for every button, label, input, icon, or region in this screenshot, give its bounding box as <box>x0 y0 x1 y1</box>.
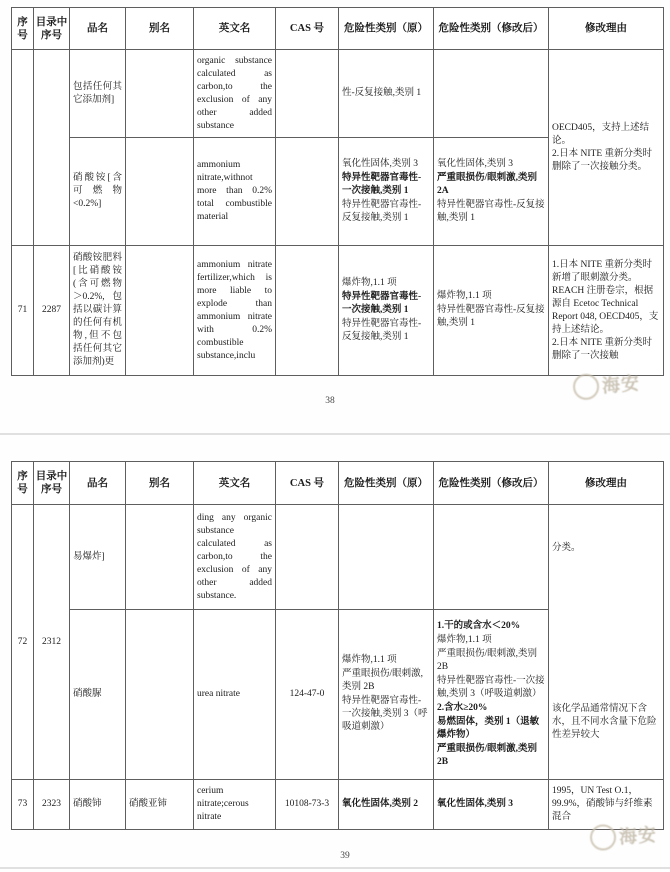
bottom-separator-line <box>0 867 670 869</box>
reason-line: 2.日本 NITE 重新分类时删除了一次接触 <box>552 337 653 361</box>
cell-hazard-modified <box>434 780 549 830</box>
cell-alias <box>126 246 194 376</box>
header-no: 序号 <box>12 8 34 50</box>
hazard-line: 氧化性固体,类别 3 <box>342 158 419 169</box>
cell-hazard-original <box>339 505 434 610</box>
header-hazard-original: 危险性类别（原） <box>339 8 434 50</box>
header-alias: 别名 <box>126 462 194 505</box>
hazard-line: 爆炸物,1.1 项 <box>437 634 492 645</box>
table-row-73 <box>12 780 664 830</box>
table-row-continuation <box>12 50 664 138</box>
hazard-line: 特异性靶器官毒性-反复接触,类别 1 <box>342 199 422 223</box>
header-cas: CAS 号 <box>276 8 339 50</box>
table-row-continuation <box>12 505 664 610</box>
hazard-line: 氧化性固体,类别 3 <box>437 798 514 809</box>
cell-product-name: 硝酸铵肥料[比硝酸铵(含可燃物＞0.2%,包括以碳计算的任何有机物,但不包括任何其它添加剂)更 <box>70 246 126 376</box>
header-english-name: 英文名 <box>194 462 276 505</box>
cell-reason <box>549 780 664 830</box>
hazard-line: 特异性靶器官毒性-一次接触,类别 1 <box>342 172 422 196</box>
cell-product-name: 包括任何其它添加剂] <box>70 50 126 138</box>
cell-no: 73 <box>12 780 34 830</box>
reason-line: 该化学品通常情况下含水，且不同水含量下危险性差异较大 <box>552 704 657 740</box>
cell-cas <box>276 246 339 376</box>
hazard-line: 严重眼损伤/眼刺激,类别 2A <box>437 172 538 196</box>
header-alias: 别名 <box>126 8 194 50</box>
reason-line: 2.日本 NITE 重新分类时删除了一次接触分类。 <box>552 148 653 172</box>
hazard-line: 特异性靶器官毒性-反复接触,类别 1 <box>342 318 422 342</box>
cell-alias: 硝酸亚铈 <box>126 780 194 830</box>
cell-hazard-original <box>339 780 434 830</box>
cell-catalog-merged: 2312 <box>34 505 70 780</box>
watermark-text: 海安 <box>601 373 641 397</box>
header-reason: 修改理由 <box>549 462 664 505</box>
reason-line: OECD405，支持上述结论。 <box>552 122 650 146</box>
cell-product-name: 硝酸脲 <box>70 610 126 780</box>
header-catalog-no: 目录中序号 <box>34 8 70 50</box>
reason-line: 1995，UN Test O.1，99.9%，硝酸铈与纤维素混合 <box>552 786 653 822</box>
header-catalog-no: 目录中序号 <box>34 462 70 505</box>
table-header-row <box>12 462 664 505</box>
page-number-38: 38 <box>325 396 335 406</box>
cell-cas <box>276 138 339 246</box>
hazard-line: 氧化性固体,类别 2 <box>342 798 419 809</box>
hazard-line: 特异性靶器官毒性-一次接触,类别 3（呼吸道刺激） <box>342 696 428 732</box>
cell-english-name: ammonium nitrate fertilizer,which is more liable to explode than ammonium nitrate with 0.2% combustible substance,inclu <box>194 246 276 376</box>
cell-alias <box>126 505 194 610</box>
header-product-name: 品名 <box>70 462 126 505</box>
cell-hazard-modified <box>434 505 549 610</box>
cell-no-merged: 72 <box>12 505 34 780</box>
cell-alias <box>126 610 194 780</box>
cell-hazard-modified <box>434 50 549 138</box>
cell-product-name: 易爆炸] <box>70 505 126 610</box>
header-hazard-original: 危险性类别（原） <box>339 462 434 505</box>
cell-alias <box>126 138 194 246</box>
hazard-line: 爆炸物,1.1 项 <box>437 291 492 301</box>
table-row-71 <box>12 246 664 376</box>
watermark-text: 海安 <box>618 824 658 848</box>
cell-english-name: ammonium nitrate,withnot more than 0.2% total combustible material <box>194 138 276 246</box>
cell-no-merged <box>12 50 34 246</box>
cell-hazard-original <box>339 138 434 246</box>
page-separator-line <box>0 433 670 435</box>
cell-english-name: ding any organic substance calculated as carbon,to the exclusion of any other added substance. <box>194 505 276 610</box>
hazard-line: 特异性靶器官毒性-反复接触,类别 1 <box>437 305 545 328</box>
cell-catalog: 2287 <box>34 246 70 376</box>
cell-english-name: cerium nitrate;cerous nitrate <box>194 780 276 830</box>
hazard-line: 氧化性固体,类别 3 <box>437 158 514 169</box>
hazard-line: 严重眼损伤/眼刺激,类别 2B <box>437 743 538 767</box>
header-reason: 修改理由 <box>549 8 664 50</box>
header-hazard-modified: 危险性类别（修改后） <box>434 462 549 505</box>
hazard-line: 爆炸物,1.1 项 <box>342 655 397 665</box>
cell-no: 71 <box>12 246 34 376</box>
header-no: 序号 <box>12 462 34 505</box>
cell-hazard-original <box>339 50 434 138</box>
page-39-table <box>11 461 664 830</box>
cell-alias <box>126 50 194 138</box>
header-product-name: 品名 <box>70 8 126 50</box>
table-header-row <box>12 8 664 50</box>
reason-line: 1.日本 NITE 重新分类时新增了眼刺激分类。REACH 注册卷宗，根据源自 Ecetoc Technical Report 048, OECD405，支持上述结论。 <box>552 259 659 335</box>
cell-catalog: 2323 <box>34 780 70 830</box>
header-hazard-modified: 危险性类别（修改后） <box>434 8 549 50</box>
page-38-table <box>11 7 664 376</box>
cell-product-name: 硝酸铵[含可燃物<0.2%] <box>70 138 126 246</box>
watermark-logo-icon <box>572 373 600 401</box>
cell-hazard-original <box>339 610 434 780</box>
hazard-line: 1.干的或含水＜20% <box>437 620 521 631</box>
cell-hazard-modified <box>434 246 549 376</box>
cell-cas: 124-47-0 <box>276 610 339 780</box>
hazard-line: 易燃固体，类别 1（退敏爆炸物） <box>437 716 540 740</box>
cell-english-name: urea nitrate <box>194 610 276 780</box>
cell-hazard-modified <box>434 610 549 780</box>
cell-catalog-merged <box>34 50 70 246</box>
cell-english-name: organic substance calculated as carbon,to the exclusion of any other added substance <box>194 50 276 138</box>
header-cas: CAS 号 <box>276 462 339 505</box>
cell-cas <box>276 505 339 610</box>
cell-cas: 10108-73-3 <box>276 780 339 830</box>
hazard-line: 爆炸物,1.1 项 <box>342 277 397 288</box>
reason-line: 分类。 <box>552 543 581 553</box>
hazard-line: 性-反复接触,类别 1 <box>342 87 422 98</box>
hazard-line: 严重眼损伤/眼刺激,类别 2B <box>342 669 424 692</box>
cell-cas <box>276 50 339 138</box>
page-number-39: 39 <box>340 851 350 861</box>
hazard-line: 特异性靶器官毒性-反复接触,类别 1 <box>437 199 545 223</box>
hazard-line: 特异性靶器官毒性-一次接触,类别 1 <box>342 291 422 315</box>
cell-product-name: 硝酸铈 <box>70 780 126 830</box>
cell-hazard-original <box>339 246 434 376</box>
hazard-line: 特异性靶器官毒性-一次接触,类别 3（呼吸道刺激） <box>437 675 545 699</box>
cell-reason <box>549 246 664 376</box>
hazard-line: 2.含水≥20% <box>437 702 488 713</box>
cell-reason-merged <box>549 50 664 246</box>
cell-hazard-modified <box>434 138 549 246</box>
cell-reason-merged <box>549 505 664 780</box>
hazard-line: 严重眼损伤/眼刺激,类别 2B <box>437 648 538 672</box>
header-english-name: 英文名 <box>194 8 276 50</box>
